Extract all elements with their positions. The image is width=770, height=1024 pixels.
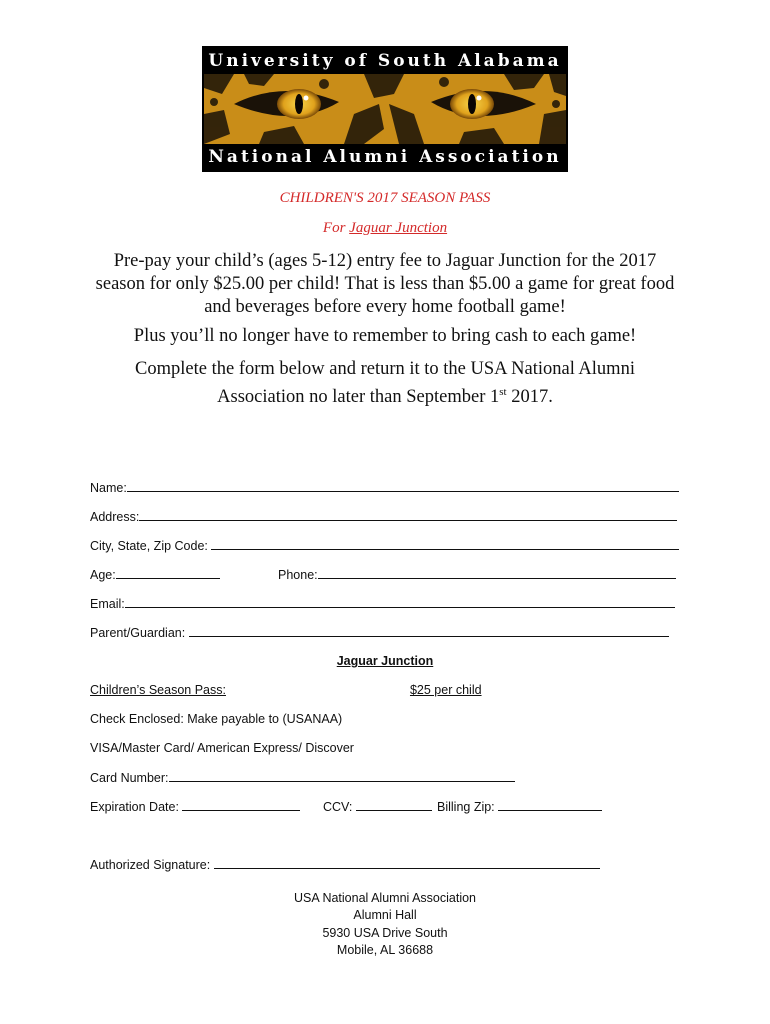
signature-row: [90, 857, 600, 872]
for-jaguar-junction: [0, 220, 770, 237]
intro-p3-end: 2017.: [506, 387, 553, 408]
address-line-2: Alumni Hall: [353, 908, 417, 922]
billing-zip-field[interactable]: [498, 799, 602, 811]
phone-field[interactable]: [318, 567, 676, 579]
address-line-4: Mobile, AL 36688: [336, 943, 434, 957]
expiration-field[interactable]: [182, 799, 300, 811]
city-row: [90, 538, 679, 553]
name-field[interactable]: [127, 480, 679, 492]
intro-paragraph-3: [90, 358, 680, 409]
alumni-logo: [202, 46, 568, 172]
phone-row: [278, 567, 676, 582]
email-row: [90, 596, 675, 611]
address-line-3: 5930 USA Drive South: [322, 926, 448, 940]
season-pass-title: CHILDREN'S 2017 SEASON PASS: [279, 190, 491, 206]
name-label: Name:: [90, 481, 127, 495]
section-title: Jaguar Junction: [336, 654, 434, 668]
parent-row: [90, 625, 669, 640]
age-field[interactable]: [116, 567, 220, 579]
expiration-label: Expiration Date:: [90, 800, 179, 814]
check-enclosed: Check Enclosed: Make payable to (USANAA): [90, 712, 343, 726]
parent-guardian-field[interactable]: [189, 625, 669, 637]
card-number-label: Card Number:: [90, 771, 169, 785]
card-types: VISA/Master Card/ American Express/ Discover: [90, 741, 354, 755]
age-label: Age:: [90, 568, 116, 582]
signature-field[interactable]: [214, 857, 600, 869]
email-label: Email:: [90, 597, 125, 611]
pass-price: $25 per child: [409, 683, 482, 697]
jaguar-junction-link[interactable]: Jaguar Junction: [349, 220, 448, 236]
address-line-1: USA National Alumni Association: [293, 891, 477, 905]
for-prefix: For: [322, 220, 346, 236]
ccv-row: [323, 799, 432, 814]
expiration-row: [90, 799, 300, 814]
logo-bottom-text: National Alumni Association: [204, 144, 566, 170]
season-pass-row: [90, 683, 482, 697]
address-label: Address:: [90, 510, 140, 524]
jaguar-eyes-image: [204, 74, 566, 144]
signature-label: Authorized Signature:: [90, 858, 211, 872]
ccv-field[interactable]: [356, 799, 432, 811]
billing-zip-label: Billing Zip:: [437, 800, 495, 814]
logo-top-text: University of South Alabama: [204, 48, 566, 74]
city-state-zip-field[interactable]: [211, 538, 679, 550]
address-row: [90, 509, 677, 524]
intro-p3-text: Complete the form below and return it to the USA National Alumni Association no later than September 1: [135, 359, 635, 408]
intro-paragraph-2: Plus you’ll no longer have to remember to bring cash to each game!: [133, 326, 637, 346]
intro-paragraph-1: Pre-pay your child’s (ages 5-12) entry fee to Jaguar Junction for the 2017 season for only $25.00 per child! That is less than $5.00 a game for great food and beverages before every home football game!: [95, 251, 675, 317]
pass-label: Children’s Season Pass:: [90, 683, 226, 697]
ccv-label: CCV:: [323, 800, 353, 814]
card-number-field[interactable]: [169, 770, 515, 782]
email-field[interactable]: [125, 596, 675, 608]
age-row: [90, 567, 220, 582]
card-number-row: [90, 770, 515, 785]
city-label: City, State, Zip Code:: [90, 539, 208, 553]
name-row: [90, 480, 679, 495]
parent-label: Parent/Guardian:: [90, 626, 186, 640]
address-field[interactable]: [139, 509, 677, 521]
billing-zip-row: [437, 799, 602, 814]
phone-label: Phone:: [278, 568, 318, 582]
intro-p3-sup: st: [499, 386, 507, 398]
